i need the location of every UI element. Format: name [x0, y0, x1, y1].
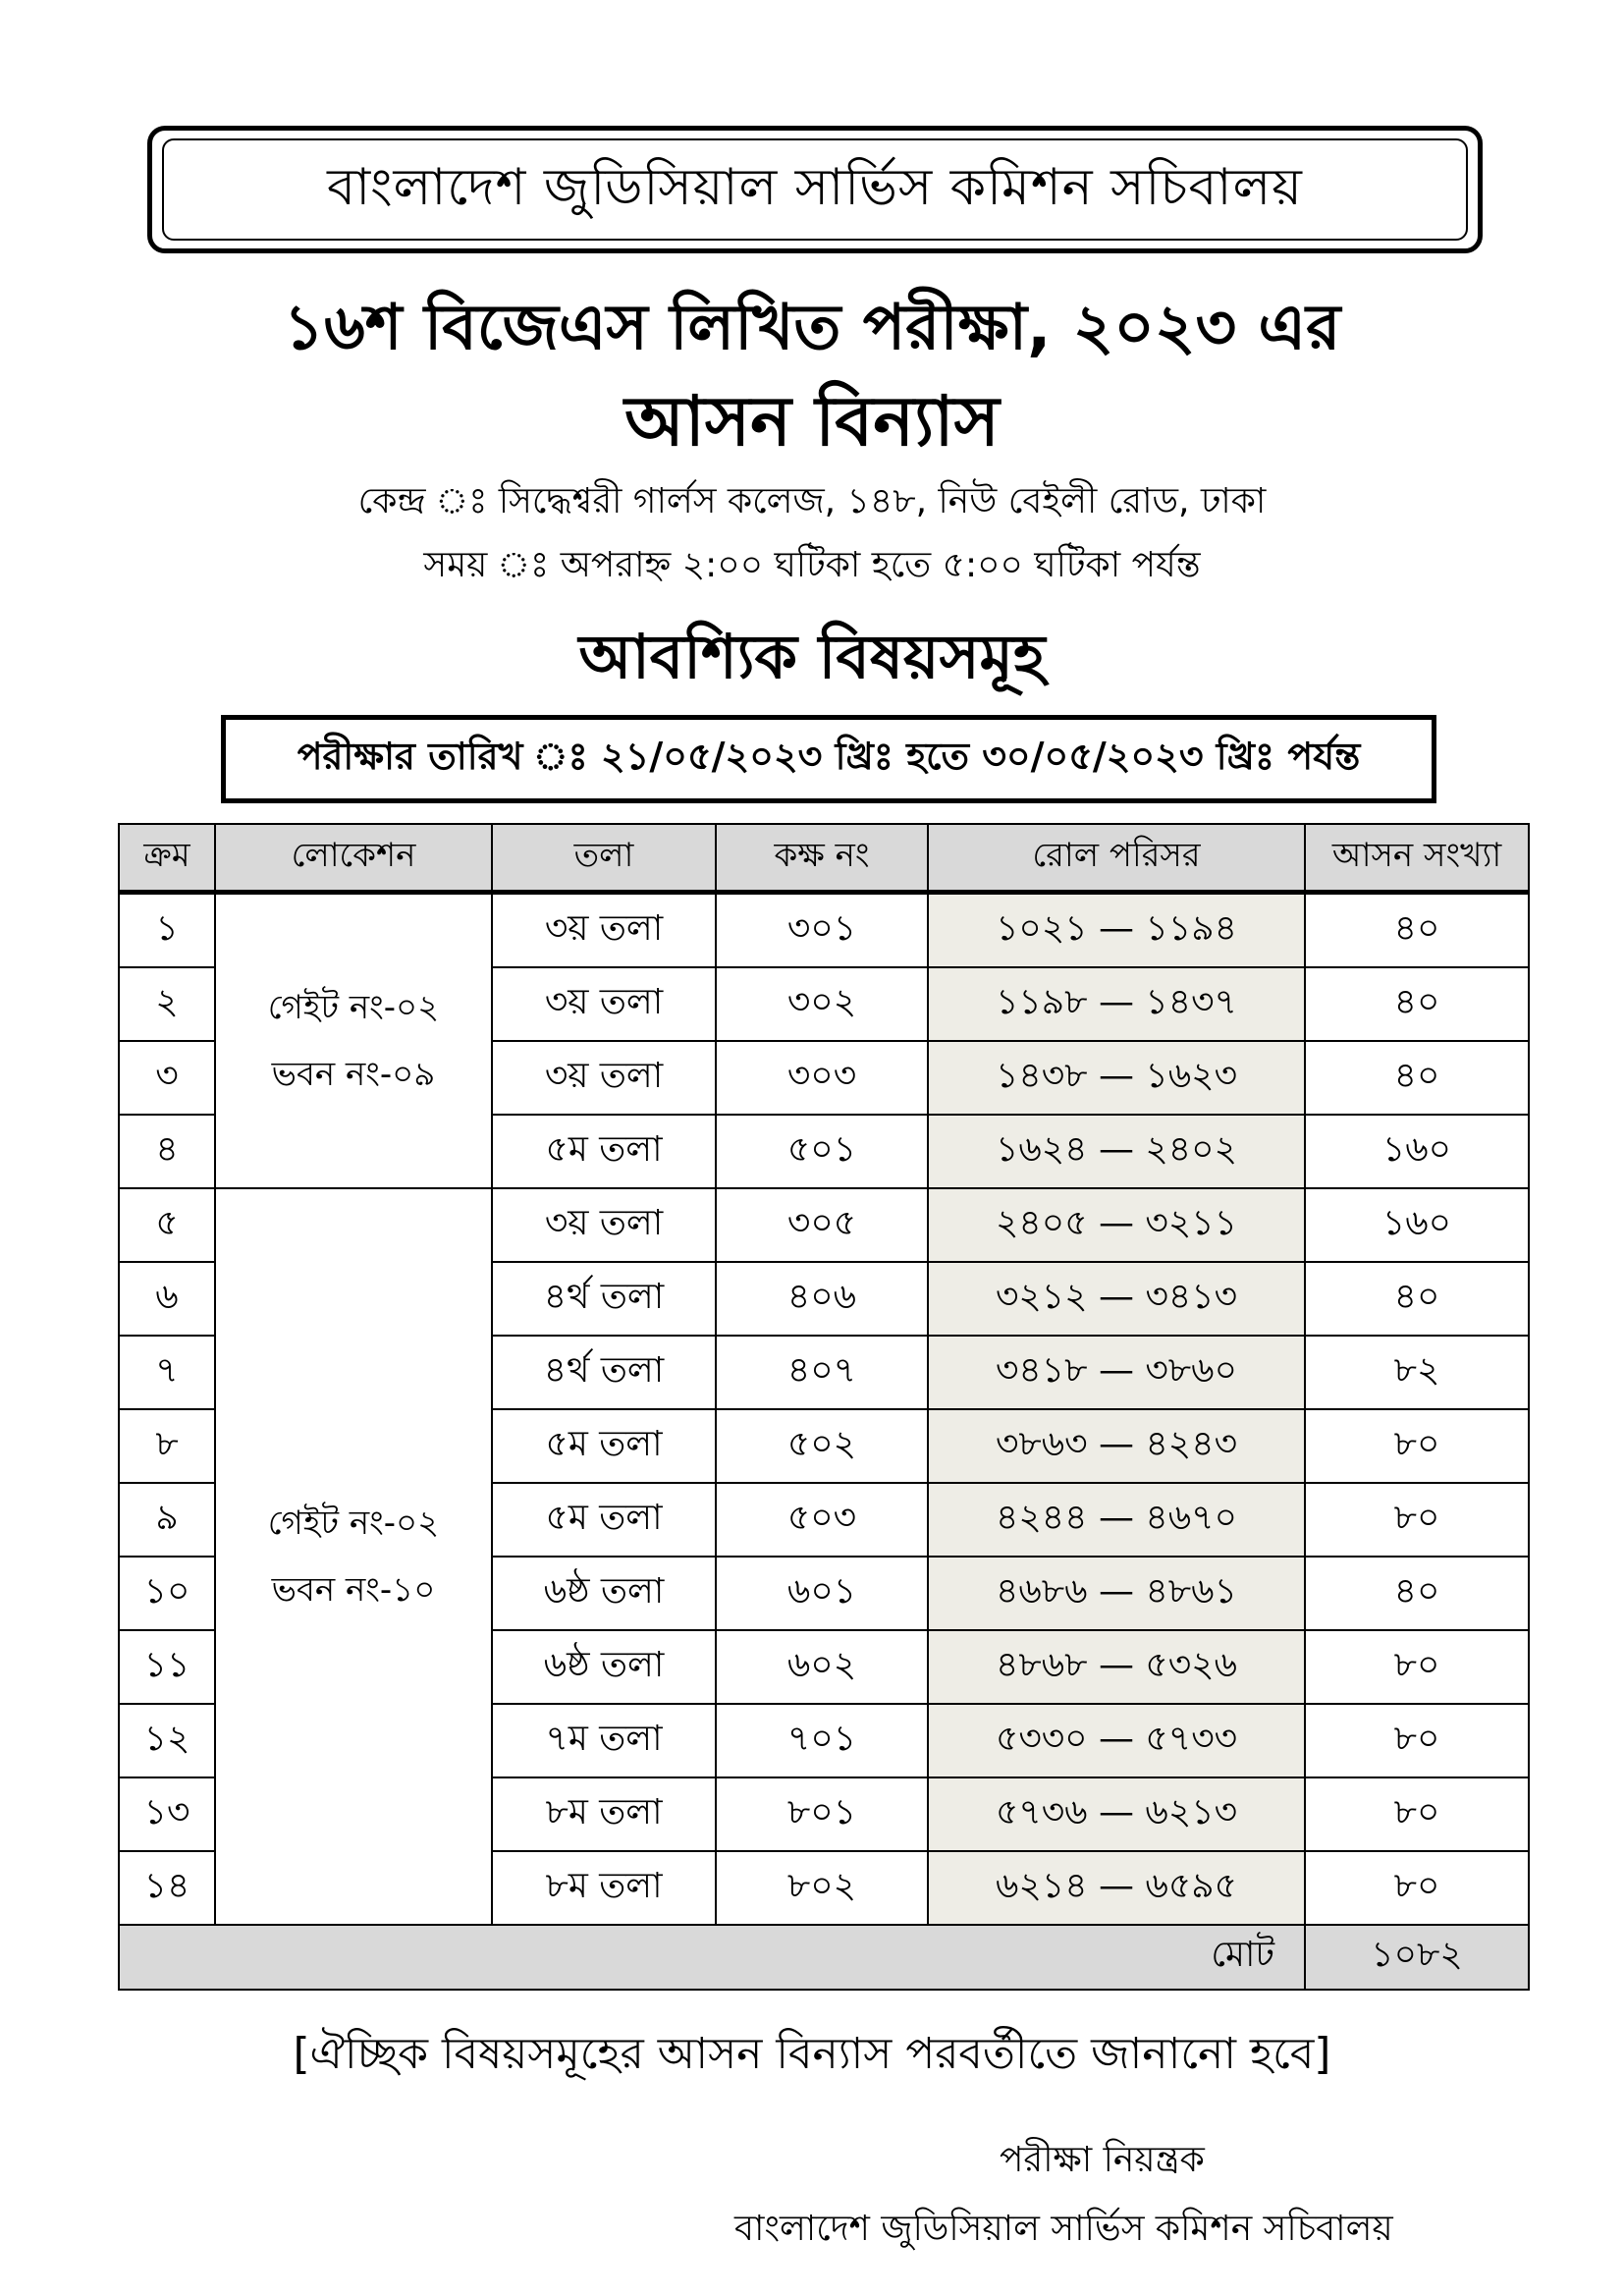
serial-cell: ১২	[119, 1704, 215, 1777]
org-title-box-inner	[162, 138, 1468, 241]
floor-cell: ৩য় তলা	[492, 967, 716, 1041]
seat-count-cell: ৮০	[1305, 1777, 1529, 1851]
room-cell: ৪০৭	[716, 1336, 928, 1409]
serial-cell: ৯	[119, 1483, 215, 1557]
gate-label: গেইট নং-০২	[267, 988, 440, 1027]
exam-center: কেন্দ্র ঃ সিদ্ধেশ্বরী গার্লস কলেজ, ১৪৮, নিউ বেইলী রোড, ঢাকা	[357, 481, 1267, 521]
serial-cell: ১৩	[119, 1777, 215, 1851]
roll-range-cell: ৬২১৪ — ৬৫৯৫	[928, 1851, 1305, 1925]
header-location: লোকেশন	[215, 824, 492, 893]
exam-time: সময় ঃ অপরাহ্ন ২:০০ ঘটিকা হতে ৫:০০ ঘটিকা পর্যন্ত	[423, 545, 1201, 585]
seat-count-cell: ৪০	[1305, 1262, 1529, 1336]
header-seat-count: আসন সংখ্যা	[1305, 824, 1529, 893]
room-cell: ৪০৬	[716, 1262, 928, 1336]
seat-count-cell: ৮২	[1305, 1336, 1529, 1409]
room-cell: ৫০২	[716, 1409, 928, 1483]
header-roll-range: রোল পরিসর	[928, 824, 1305, 893]
optional-subjects-note: [ঐচ্ছিক বিষয়সমূহের আসন বিন্যাস পরবর্তীতে জানানো হবে]	[293, 2029, 1331, 2079]
floor-cell: ৩য় তলা	[492, 1041, 716, 1115]
seat-count-cell: ৪০	[1305, 1557, 1529, 1630]
org-title-box	[147, 126, 1483, 253]
seat-plan-table	[118, 823, 1530, 1991]
gate-label: গেইট নং-০২	[267, 1503, 440, 1543]
seat-count-cell: ১৬০	[1305, 1115, 1529, 1188]
roll-range-cell: ৪২৪৪ — ৪৬৭০	[928, 1483, 1305, 1557]
signatory-org: বাংলাদেশ জুডিসিয়াল সার্ভিস কমিশন সচিবালয়	[734, 2209, 1393, 2249]
location-cell-group-1	[215, 893, 492, 1189]
header-serial: ক্রম	[119, 824, 215, 893]
floor-cell: ৪র্থ তলা	[492, 1262, 716, 1336]
serial-cell: ১৪	[119, 1851, 215, 1925]
serial-cell: ১১	[119, 1630, 215, 1704]
location-cell-group-2	[215, 1188, 492, 1925]
serial-cell: ২	[119, 967, 215, 1041]
seat-count-cell: ১৬০	[1305, 1188, 1529, 1262]
roll-range-cell: ১১৯৮ — ১৪৩৭	[928, 967, 1305, 1041]
roll-range-cell: ৩২১২ — ৩৪১৩	[928, 1262, 1305, 1336]
room-cell: ৩০২	[716, 967, 928, 1041]
exam-date: পরীক্ষার তারিখ ঃ ২১/০৫/২০২৩ খ্রিঃ হতে ৩০/০৫/২০২৩ খ্রিঃ পর্যন্ত	[297, 735, 1361, 778]
serial-cell: ১০	[119, 1557, 215, 1630]
exam-date-box	[221, 715, 1436, 803]
floor-cell: ৩য় তলা	[492, 893, 716, 968]
building-label: ভবন নং-০৯	[271, 1055, 436, 1094]
room-cell: ৩০৩	[716, 1041, 928, 1115]
floor-cell: ৫ম তলা	[492, 1115, 716, 1188]
building-label: ভবন নং-১০	[271, 1570, 436, 1610]
table-header-row	[119, 824, 1529, 893]
roll-range-cell: ১০২১ — ১১৯৪	[928, 893, 1305, 968]
table-row	[119, 1188, 1529, 1262]
seat-count-cell: ৮০	[1305, 1704, 1529, 1777]
floor-cell: ৫ম তলা	[492, 1483, 716, 1557]
floor-cell: ৩য় তলা	[492, 1188, 716, 1262]
serial-cell: ৩	[119, 1041, 215, 1115]
room-cell: ৫০১	[716, 1115, 928, 1188]
roll-range-cell: ১৬২৪ — ২৪০২	[928, 1115, 1305, 1188]
roll-range-cell: ৫৭৩৬ — ৬২১৩	[928, 1777, 1305, 1851]
total-label: মোট	[119, 1925, 1305, 1990]
seat-count-cell: ৮০	[1305, 1483, 1529, 1557]
roll-range-cell: ৪৬৮৬ — ৪৮৬১	[928, 1557, 1305, 1630]
header-room: কক্ষ নং	[716, 824, 928, 893]
room-cell: ৫০৩	[716, 1483, 928, 1557]
roll-range-cell: ৪৮৬৮ — ৫৩২৬	[928, 1630, 1305, 1704]
room-cell: ৩০৫	[716, 1188, 928, 1262]
serial-cell: ১	[119, 893, 215, 968]
room-cell: ৬০২	[716, 1630, 928, 1704]
floor-cell: ৮ম তলা	[492, 1851, 716, 1925]
seat-count-cell: ৮০	[1305, 1630, 1529, 1704]
seat-count-cell: ৮০	[1305, 1851, 1529, 1925]
floor-cell: ৭ম তলা	[492, 1704, 716, 1777]
total-value: ১০৮২	[1305, 1925, 1529, 1990]
floor-cell: ৬ষ্ঠ তলা	[492, 1630, 716, 1704]
seat-count-cell: ৪০	[1305, 967, 1529, 1041]
compulsory-subjects-heading: আবশ্যিক বিষয়সমূহ	[578, 621, 1046, 692]
serial-cell: ৬	[119, 1262, 215, 1336]
seat-count-cell: ৮০	[1305, 1409, 1529, 1483]
room-cell: ৬০১	[716, 1557, 928, 1630]
room-cell: ৮০২	[716, 1851, 928, 1925]
room-cell: ৮০১	[716, 1777, 928, 1851]
seat-count-cell: ৪০	[1305, 1041, 1529, 1115]
serial-cell: ৫	[119, 1188, 215, 1262]
roll-range-cell: ৩৪১৮ — ৩৮৬০	[928, 1336, 1305, 1409]
roll-range-cell: ৫৩৩০ — ৫৭৩৩	[928, 1704, 1305, 1777]
floor-cell: ৪র্থ তলা	[492, 1336, 716, 1409]
room-cell: ৩০১	[716, 893, 928, 968]
serial-cell: ৮	[119, 1409, 215, 1483]
seat-count-cell: ৪০	[1305, 893, 1529, 968]
seat-plan-heading: আসন বিন্যাস	[624, 381, 1000, 462]
org-title: বাংলাদেশ জুডিসিয়াল সার্ভিস কমিশন সচিবালয়	[327, 157, 1303, 217]
roll-range-cell: ২৪০৫ — ৩২১১	[928, 1188, 1305, 1262]
serial-cell: ৪	[119, 1115, 215, 1188]
floor-cell: ৬ষ্ঠ তলা	[492, 1557, 716, 1630]
exam-title: ১৬শ বিজেএস লিখিত পরীক্ষা, ২০২৩ এর	[283, 292, 1341, 364]
total-row	[119, 1925, 1529, 1990]
floor-cell: ৫ম তলা	[492, 1409, 716, 1483]
roll-range-cell: ৩৮৬৩ — ৪২৪৩	[928, 1409, 1305, 1483]
header-floor: তলা	[492, 824, 716, 893]
roll-range-cell: ১৪৩৮ — ১৬২৩	[928, 1041, 1305, 1115]
signatory-title: পরীক্ষা নিয়ন্ত্রক	[1000, 2140, 1205, 2180]
serial-cell: ৭	[119, 1336, 215, 1409]
table-row	[119, 893, 1529, 968]
room-cell: ৭০১	[716, 1704, 928, 1777]
floor-cell: ৮ম তলা	[492, 1777, 716, 1851]
